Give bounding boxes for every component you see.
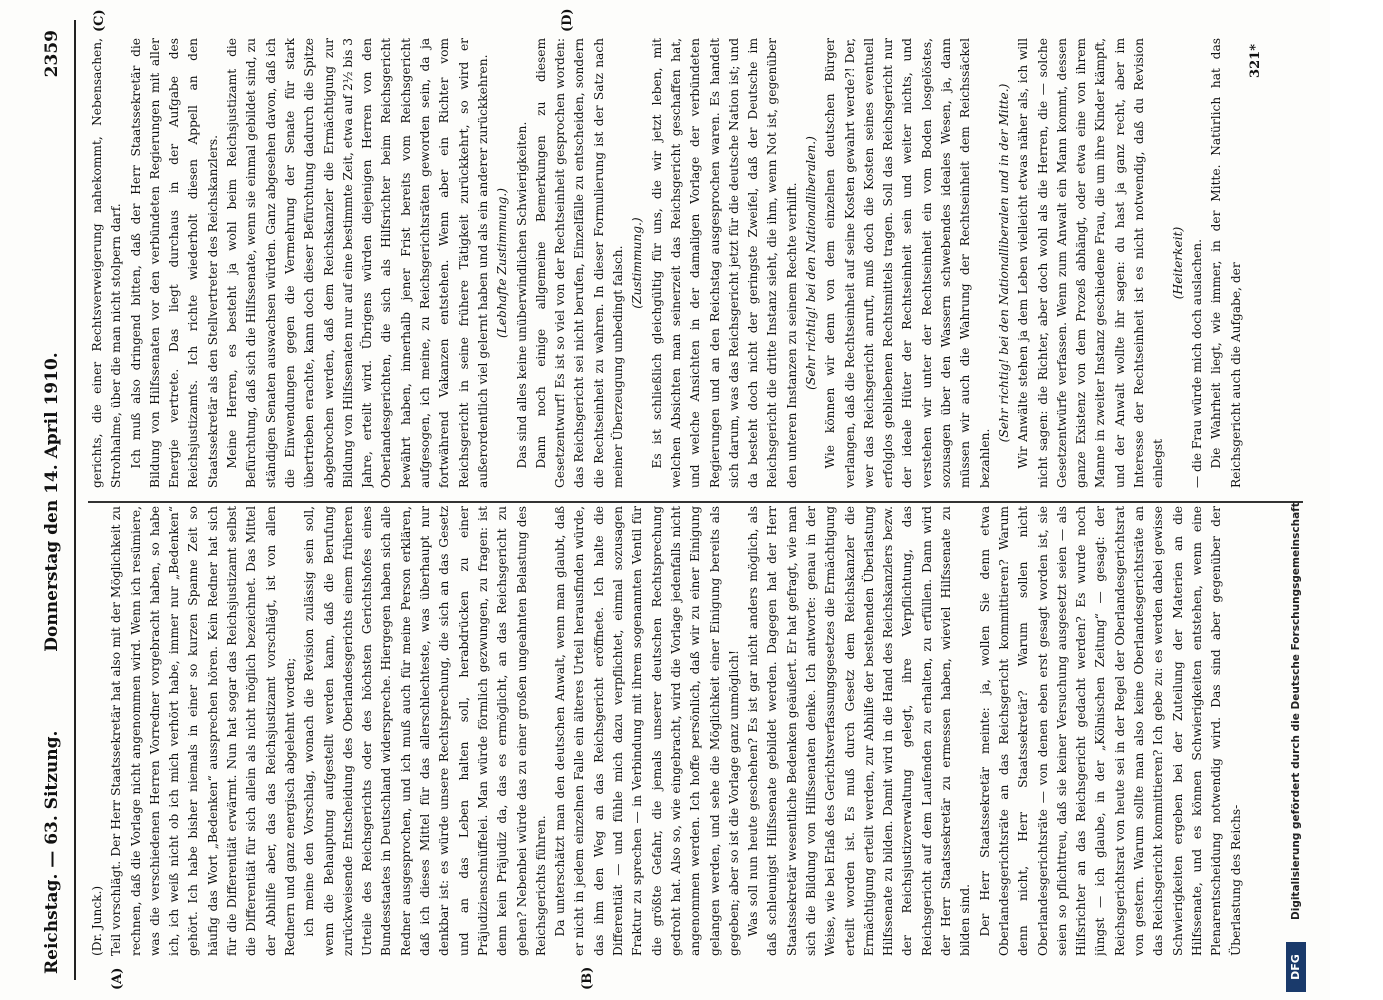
interjection: (Sehr richtig! bei den Nationalliberalen und in der Mitte.) (996, 83, 1011, 443)
speaker-tag: (Dr. Junck.) (90, 885, 104, 956)
page-number: 2359 (42, 30, 62, 78)
interjection: (Lebhafte Zustimmung.) (495, 187, 510, 339)
paragraph: Das sind alles keine unüberwindlichen Schwierigkeiten. (514, 121, 529, 469)
paragraph: Teil vorschlägt. Der Herr Staatssekretär hat also mit der Möglichkeit zu rechnen, daß die Vorlage nicht angenommen wird. Wenn ich resümiere, was die verschiedenen Herren Vorredner vorgebracht haben, so habe ich, ich weiß nicht ob ich mich verhört habe, immer nur „Bedenken“ gehört. Ich habe bisher niemals in einer so kurzen Spanne Zeit so häufig das Wort „Bedenken“ aussprechen hören. Kein Redner hat sich für die Differentiät erwärmt. Nun hat sogar das Reichsjustizamt selbst die Differentiät für sich allein als nicht möglich bezeichnet. Das Mittel der Abhilfe aber, das das Reichsjustizamt vorschlägt, ist von allen Rednern und ganz energisch abgelehnt worden; (109, 506, 297, 956)
paragraph: Dann noch einige allgemeine Bemerkungen zu diesem Gesetzentwurf! Es ist so viel von der Rechtseinheit gesprochen worden: das Reichsgericht sei nicht berufen, Einzelfälle zu entscheiden, sondern die Rechtseinheit zu wahren. In dieser Formulierung ist der Satz nach meiner Überzeugung unbedingt falsch. (533, 38, 626, 488)
margin-mark-a: (A) (110, 967, 125, 990)
paragraph: Wir Anwälte stehen ja dem Leben vielleicht etwas näher als, ich will nicht sagen: die Richter, aber doch wohl als die Herren, die — solche Gesetzentwürfe verfassen. Wenn zum Anwalt ein Mann kommt, dessen ganze Existenz von dem Prozeß abhängt, oder etwa eine von ihrem Manne in zweiter Instanz geschiedene Frau, die um ihre Kinder kämpft, und der Anwalt wollte ihr sagen: du hast ja ganz recht, aber im Interesse der Rechtseinheit ist es nicht notwendig, daß du Revision einlegst (1016, 38, 1166, 488)
paragraph: — die Frau würde mich doch auslachen. (1189, 239, 1204, 488)
paragraph: ich meine den Vorschlag, wonach die Revision zulässig sein soll, wenn die Behauptung aufgestellt werden kann, daß die Berufung zurückweisende Entscheidung des Oberlandesgerichts einem früheren Urteile des Reichsgerichts oder des höchsten Gerichtshofes eines Bundesstaates in Deutschland widerspreche. Hiergegen haben sich alle Redner ausgesprochen, und ich muß auch für meine Person erklären, daß ich dieses Mittel für das allerschlechteste, was überhaupt nur denkbar ist: es würde unsere Rechtsprechung, die sich an das Gesetz und an das Leben halten soll, herabdrücken zu einer Präjudizienschnüffelei. Man würde förmlich gezwungen, zu fragen: ist denn kein Präjudiz da, das es ermöglicht, an das Reichsgericht zu gehen? Nebenbei würde das zu einer großen ungeahnten Belastung des Reichsgerichts führen. (302, 506, 548, 956)
column-rule (88, 502, 1303, 504)
page-header (42, 30, 72, 974)
paragraph: Ich muß also dringend bitten, daß der Herr Staatssekretär die Bildung von Hilfssenaten vor den verbündeten Regierungen mit aller Energie vertrete. Das liegt durchaus in der Aufgabe des Reichsjustizamts. Ich richte wiederholt diesen Appell an den Staatssekretär als den Stellvertreter des Reichskanzlers. (128, 38, 220, 488)
paragraph: gerichts, die einer Rechtsverweigerung nahekommt, Nebensachen, Strohhalme, über die man nicht stolpern darf. (90, 38, 124, 488)
paragraph: Meine Herren, es besteht ja wohl beim Reichsjustizamt die Befürchtung, daß sich die Hilfssenate, wenn sie einmal gebildet sind, zu ständigen Senaten auswachsen würden. Ganz abgesehen davon, daß ich die Einwendungen gegen die Vermehrung der Senate für stark übertrieben erachte, kann doch dieser Befürchtung dadurch die Spitze abgebrochen werden, daß dem Reichskanzler die Ermächtigung zur Bildung von Hilfssenaten nur auf eine bestimmte Zeit, etwa auf 2½ bis 3 Jahre, erteilt wird. Übrigens würden diejenigen Herren von den Oberlandesgerichten, die sich als Hilfsrichter beim Reichsgericht bewährt haben, innerhalb jener Frist bereits vom Reichsgericht aufgesogen, ich meine, zu Reichsgerichtsräten geworden sein, da ja fortwährend Vakanzen entstehen. Wenn aber ein Richter vom Reichsgericht in seine frühere Tätigkeit zurückkehrt, so wird er außerordentlich viel gelernt haben und als ein anderer zurückkehren. (225, 38, 490, 488)
margin-mark-d: (D) (560, 8, 575, 32)
dfg-logo: DFG (1286, 942, 1306, 992)
paragraph: Wie können wir denn von dem einzelnen deutschen Bürger verlangen, daß die Rechtseinheit auf seine Kosten gewahrt werde?! Der, wer das Reichsgericht anruft, muß doch die Kosten seines eventuell erfolglos gebliebenen Rechtsmittels tragen. Soll das Reichsgericht nur der ideale Hüter der Rechtseinheit sein und weiter nichts, und verstehen wir unter der Rechtseinheit ein vom Boden losgelöstes, sozusagen über den Wassern schwebendes ideales Wesen, ja, dann müssen wir auch die Wahrung der Rechtseinheit dem Reichssäckel bezahlen. (823, 38, 992, 488)
header-left: Reichstag. — 63. Sitzung. (42, 730, 62, 974)
margin-mark-b: (B) (580, 966, 595, 990)
paragraph: Die Wahrheit liegt, wie immer, in der Mitte. Natürlich hat das Reichsgericht auch die Aufgabe, der (1209, 38, 1243, 488)
digitization-credit: Digitalisierung gefördert durch die Deutsche Forschungsgemeinschaft (1290, 502, 1302, 920)
interjection: (Sehr richtig! bei den Nationalliberalen.) (803, 136, 818, 390)
interjection: (Zustimmung.) (630, 217, 645, 309)
paragraph: Was soll nun heute geschehen? Es ist gar nicht anders möglich, als daß schleunigst Hilfssenate gebildet werden. Dagegen hat der Herr Staatssekretär wesentliche Bedenken geäußert. Er hat gefragt, wie man sich die Bildung von Hilfssenaten denke. Ich antworte: genau in der Weise, wie bei Erlaß des Gerichtsverfassungsgesetzes die Ermächtigung erteilt worden ist. Es muß durch Gesetz dem Reichskanzler die Ermächtigung erteilt werden, zur Abhilfe der bestehenden Überlastung Hilfssenate zu bilden. Damit wird in die Hand des Reichskanzlers bezw. der Reichsjustizverwaltung gelegt, ihre Verpflichtung, das Reichsgericht auf dem Laufenden zu erhalten, zu erfüllen. Dann wird der Herr Staatssekretär zu ermessen haben, wieviel Hilfssenate zu bilden sind. (746, 506, 973, 956)
header-date: Donnerstag den 14. April 1910. (42, 352, 62, 652)
paragraph: Es ist schließlich gleichgültig für uns, die wir jetzt leben, mit welchen Absichten man seinerzeit das Reichsgericht geschaffen hat, und welche Ansichten in der damaligen Vorlage der verbündeten Regierungen und an den Reichstag ausgesprochen waren. Es handelt sich darum, was das Reichsgericht jetzt für die deutsche Nation ist; und da besteht doch nicht der geringste Zweifel, daß der Deutsche im Reichsgericht die dritte Instanz sieht, die ihm, wenn Not ist, gegenüber den unteren Instanzen zu seinem Rechte verhilft. (649, 38, 799, 488)
right-column (88, 38, 1308, 488)
margin-mark-c: (C) (92, 9, 107, 32)
interjection: (Heiterkeit) (1170, 226, 1185, 300)
signature-mark: 321* (1248, 44, 1263, 78)
left-column (88, 506, 1308, 956)
paragraph: Da unterschätzt man den deutschen Anwalt, wenn man glaubt, daß er nicht in jedem einzelnen Falle ein älteres Urteil herausfinden würde, das ihm den Weg an das Reichsgericht eröffnete. Ich halte die Differentiät — und fühle mich dazu verpflichtet, einmal sozusagen Fraktur zu sprechen — in Verbindung mit ihrem sogenannten Ventil für die größte Gefahr, die jemals unserer deutschen Rechtsprechung gedroht hat. Also so, wie eingebracht, wird die Vorlage jedenfalls nicht angenommen werden. Ich hoffe persönlich, daß wir zu einer Einigung gelangen werden, und sehe die Möglichkeit einer Einigung bereits als gegeben; aber so ist die Vorlage ganz unmöglich! (553, 506, 741, 956)
header-rule (74, 20, 76, 980)
paragraph: Der Herr Staatssekretär meinte: ja, wollen Sie denn etwa Oberlandesgerichtsräte an das Reichsgericht kommittieren? Warum denn nicht, Herr Staatssekretär? Warum sollen nicht Oberlandesgerichtsräte — von denen eben erst gesagt worden ist, sie seien so pflichttreu, daß sie keiner Versuchung ausgesetzt seien — als Hilfsrichter an das Reichsgericht gedacht werden? Es wurde noch jüngst — ich glaube, in der „Kölnischen Zeitung“ — gesagt: der Reichsgerichtsrat von heute sei in der Regel der Oberlandesgerichtsrat von gestern. Warum sollte man also keine Oberlandesgerichtsräte an das Reichsgericht kommittieren? Ich gebe zu: es werden dabei gewisse Schwierigkeiten ergeben bei der Zuteilung der Materien an die Hilfssenate, und es können Schwierigkeiten entstehen, wenn eine Plenarentscheidung notwendig wird. Das sind aber gegenüber der Überlastung des Reichs- (977, 506, 1243, 956)
